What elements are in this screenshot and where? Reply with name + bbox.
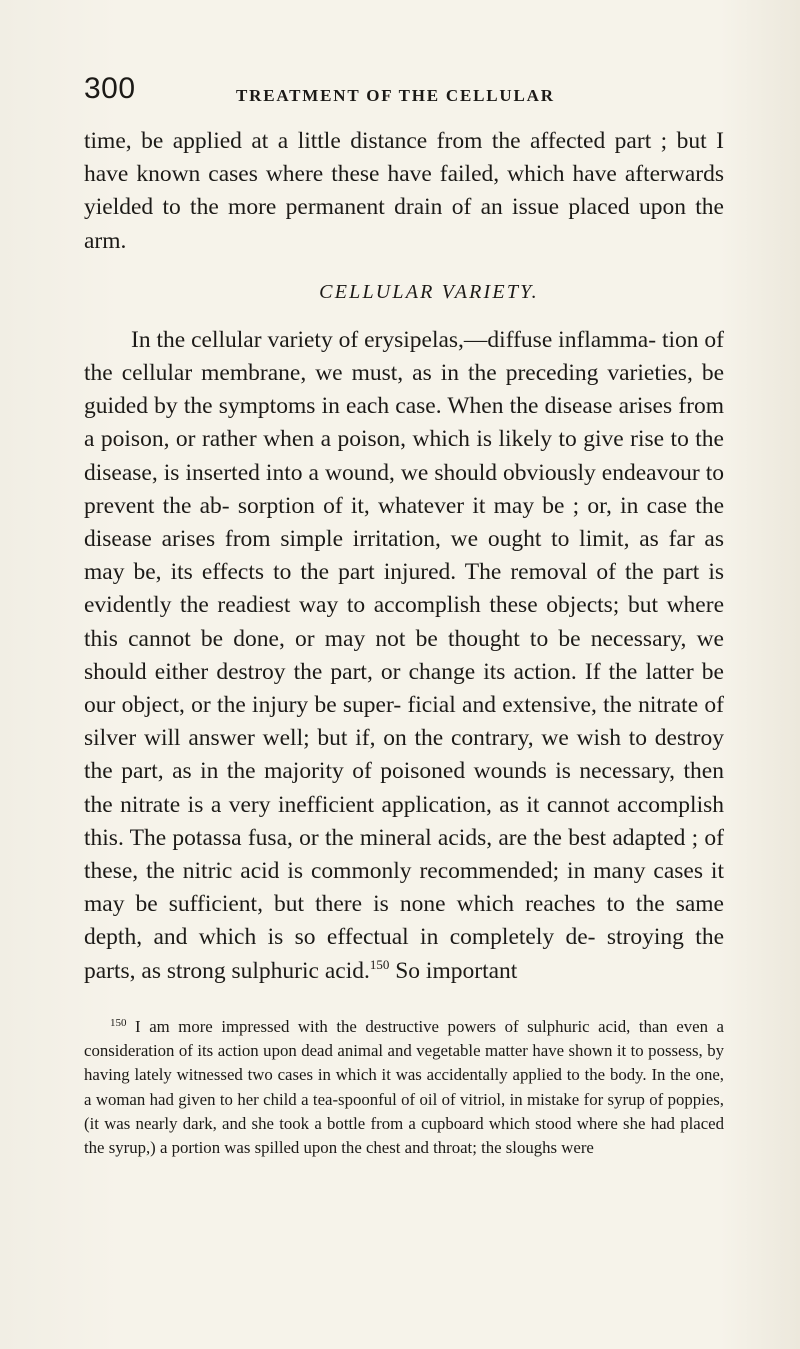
footnote: [84, 1015, 724, 1160]
footnote-text: I am more impressed with the destructive powers of sulphuric acid, than even a consideration of its action upon dead animal and vegetable matter have shown it to possess, by having lately witnessed two cases in which it was accidentally applied to the body. In the one, a woman had given to her child a tea-spoonful of oil of vitriol, in mistake for syrup of poppies, (it was nearly dark, and she took a bottle from a cupboard which stood where she had placed the syrup,) a portion was spilled upon the chest and throat; the sloughs were: [84, 1017, 724, 1158]
section-heading: CELLULAR VARIETY.: [319, 280, 539, 303]
footnote-paragraph: [84, 1015, 724, 1160]
page-header: [84, 72, 724, 112]
page-number: 300: [84, 72, 136, 105]
footnote-marker: 150: [110, 1017, 127, 1029]
footnote-reference[interactable]: 150: [369, 956, 390, 972]
main-paragraph: [84, 324, 724, 988]
opening-paragraph: time, be applied at a little distance from the affected part ; but I have known cases where these have failed, which have afterwards yielded to the more permanent drain of an issue placed upon the arm.: [84, 128, 724, 254]
body-text: [84, 125, 724, 988]
main-paragraph-tail: So important: [389, 957, 518, 984]
main-paragraph-text: In the cellular variety of erysipelas,—diffuse inflamma- tion of the cellular membrane, we must, as in the preceding varieties, be guided by the symptoms in each case. When the disease arises from a poison, or rather when a poison, which is likely to give rise to the disease, is inserted into a wound, we should obviously endeavour to prevent the ab- sorption of it, whatever it may be ; or, in case the disease arises from simple irritation, we ought to limit, as far as may be, its effects to the part injured. The removal of the part is evidently the readiest way to accomplish these objects; but where this cannot be done, or may not be thought to be necessary, we should either destroy the part, or change its action. If the latter be our object, or the injury be super- ficial and extensive, the nitrate of silver will answer well; but if, on the contrary, we wish to destroy the part, as in the majority of poisoned wounds is necessary, then the nitrate is a very inefficient application, as it cannot accomplish this. The potassa fusa, or the mineral acids, are the best adapted ; of these, the nitric acid is commonly recommended; in many cases it may be sufficient, but there is none which reaches to the same depth, and which is so effectual in completely de- stroying the parts, as strong sulphuric acid.: [84, 326, 724, 984]
running-head: TREATMENT OF THE CELLULAR: [236, 86, 555, 105]
